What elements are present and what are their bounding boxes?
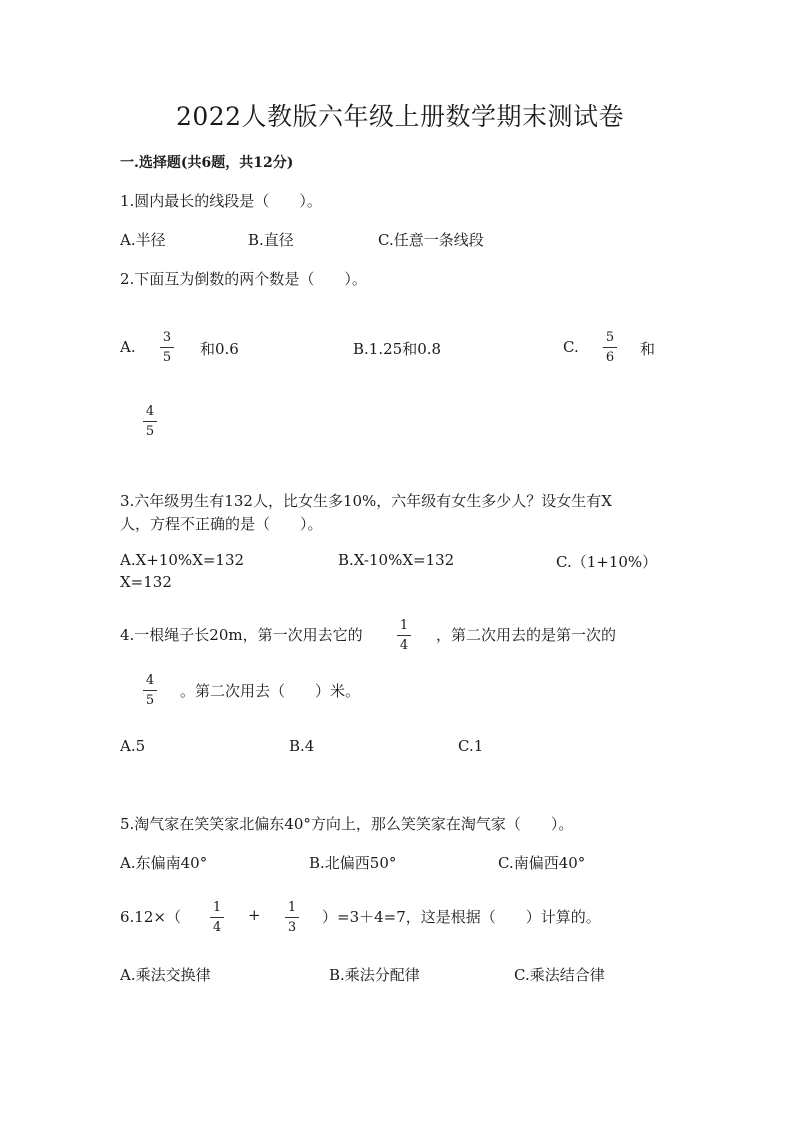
question-3-option-b: B.X-10%X=132 (338, 551, 455, 569)
question-4-fraction-2 (142, 673, 158, 708)
fraction-numerator: 5 (605, 330, 615, 345)
fraction-bar (285, 917, 299, 918)
fraction-denominator: 3 (287, 920, 297, 935)
fraction-numerator: 1 (287, 900, 297, 915)
question-3-stem-line-2: 人，方程不正确的是（ ）。 (120, 515, 323, 533)
fraction-bar (603, 347, 617, 348)
fraction-denominator: 5 (145, 693, 155, 708)
fraction-bar (397, 635, 411, 636)
page-title: 2022人教版六年级上册数学期末测试卷 (175, 102, 625, 131)
fraction-bar (143, 421, 157, 422)
question-4-option-c: C.1 (458, 737, 484, 755)
question-4-stem-part-1: 4.一根绳子长20m，第一次用去它的 (120, 626, 363, 644)
question-4-option-a: A.5 (120, 737, 146, 755)
fraction-numerator: 3 (162, 330, 172, 345)
question-6-stem-part-2: ）=3＋4=7，这是根据（ ）计算的。 (322, 908, 601, 926)
question-2-option-c-fraction-2 (142, 404, 158, 439)
fraction-bar (143, 690, 157, 691)
fraction-denominator: 6 (605, 350, 615, 365)
question-2-option-c-fraction (602, 330, 618, 365)
question-2-option-a-prefix: A. (120, 338, 136, 356)
fraction-bar (210, 917, 224, 918)
question-6-fraction-2 (284, 900, 300, 935)
question-1-option-c: C.任意一条线段 (378, 231, 484, 249)
plus-sign: + (248, 906, 261, 924)
question-4-fraction-1 (396, 618, 412, 653)
question-6-option-b: B.乘法分配律 (329, 966, 420, 984)
question-1-stem: 1.圆内最长的线段是（ ）。 (120, 192, 322, 210)
section-heading: 一.选择题(共6题，共12分) (120, 155, 294, 171)
question-3-stem-line-1: 3.六年级男生有132人，比女生多10%，六年级有女生多少人？设女生有X (120, 492, 612, 510)
question-2-stem: 2.下面互为倒数的两个数是（ ）。 (120, 270, 367, 288)
question-1-option-a: A.半径 (120, 231, 166, 249)
question-5-option-a: A.东偏南40° (120, 854, 208, 872)
question-5-option-b: B.北偏西50° (309, 854, 397, 872)
question-4-option-b: B.4 (289, 737, 315, 755)
question-4-stem-part-3: 。第二次用去（ ）米。 (180, 682, 361, 700)
fraction-denominator: 5 (145, 424, 155, 439)
question-2-option-b: B.1.25和0.8 (353, 340, 442, 358)
question-2-option-c-suffix: 和 (640, 340, 656, 358)
question-3-option-c-line-1: C.（1+10%） (556, 553, 658, 571)
question-4-stem-part-2: ，第二次用去的是第一次的 (436, 626, 617, 644)
fraction-numerator: 4 (145, 673, 155, 688)
fraction-denominator: 4 (399, 638, 409, 653)
question-3-option-c-line-2: X=132 (120, 573, 172, 591)
fraction-bar (160, 347, 174, 348)
question-3-option-a: A.X+10%X=132 (120, 551, 245, 569)
question-6-fraction-1 (209, 900, 225, 935)
fraction-numerator: 1 (212, 900, 222, 915)
fraction-numerator: 1 (399, 618, 409, 633)
question-6-option-c: C.乘法结合律 (514, 966, 605, 984)
question-5-option-c: C.南偏西40° (498, 854, 586, 872)
question-2-option-a-suffix: 和0.6 (200, 340, 239, 358)
fraction-denominator: 5 (162, 350, 172, 365)
fraction-denominator: 4 (212, 920, 222, 935)
question-6-stem-part-1: 6.12×（ (120, 908, 181, 926)
question-2-option-a-fraction (159, 330, 175, 365)
question-2-option-c-prefix: C. (563, 338, 579, 356)
fraction-numerator: 4 (145, 404, 155, 419)
question-5-stem: 5.淘气家在笑笑家北偏东40°方向上，那么笑笑家在淘气家（ ）。 (120, 815, 574, 833)
question-1-option-b: B.直径 (248, 231, 294, 249)
question-6-option-a: A.乘法交换律 (120, 966, 211, 984)
